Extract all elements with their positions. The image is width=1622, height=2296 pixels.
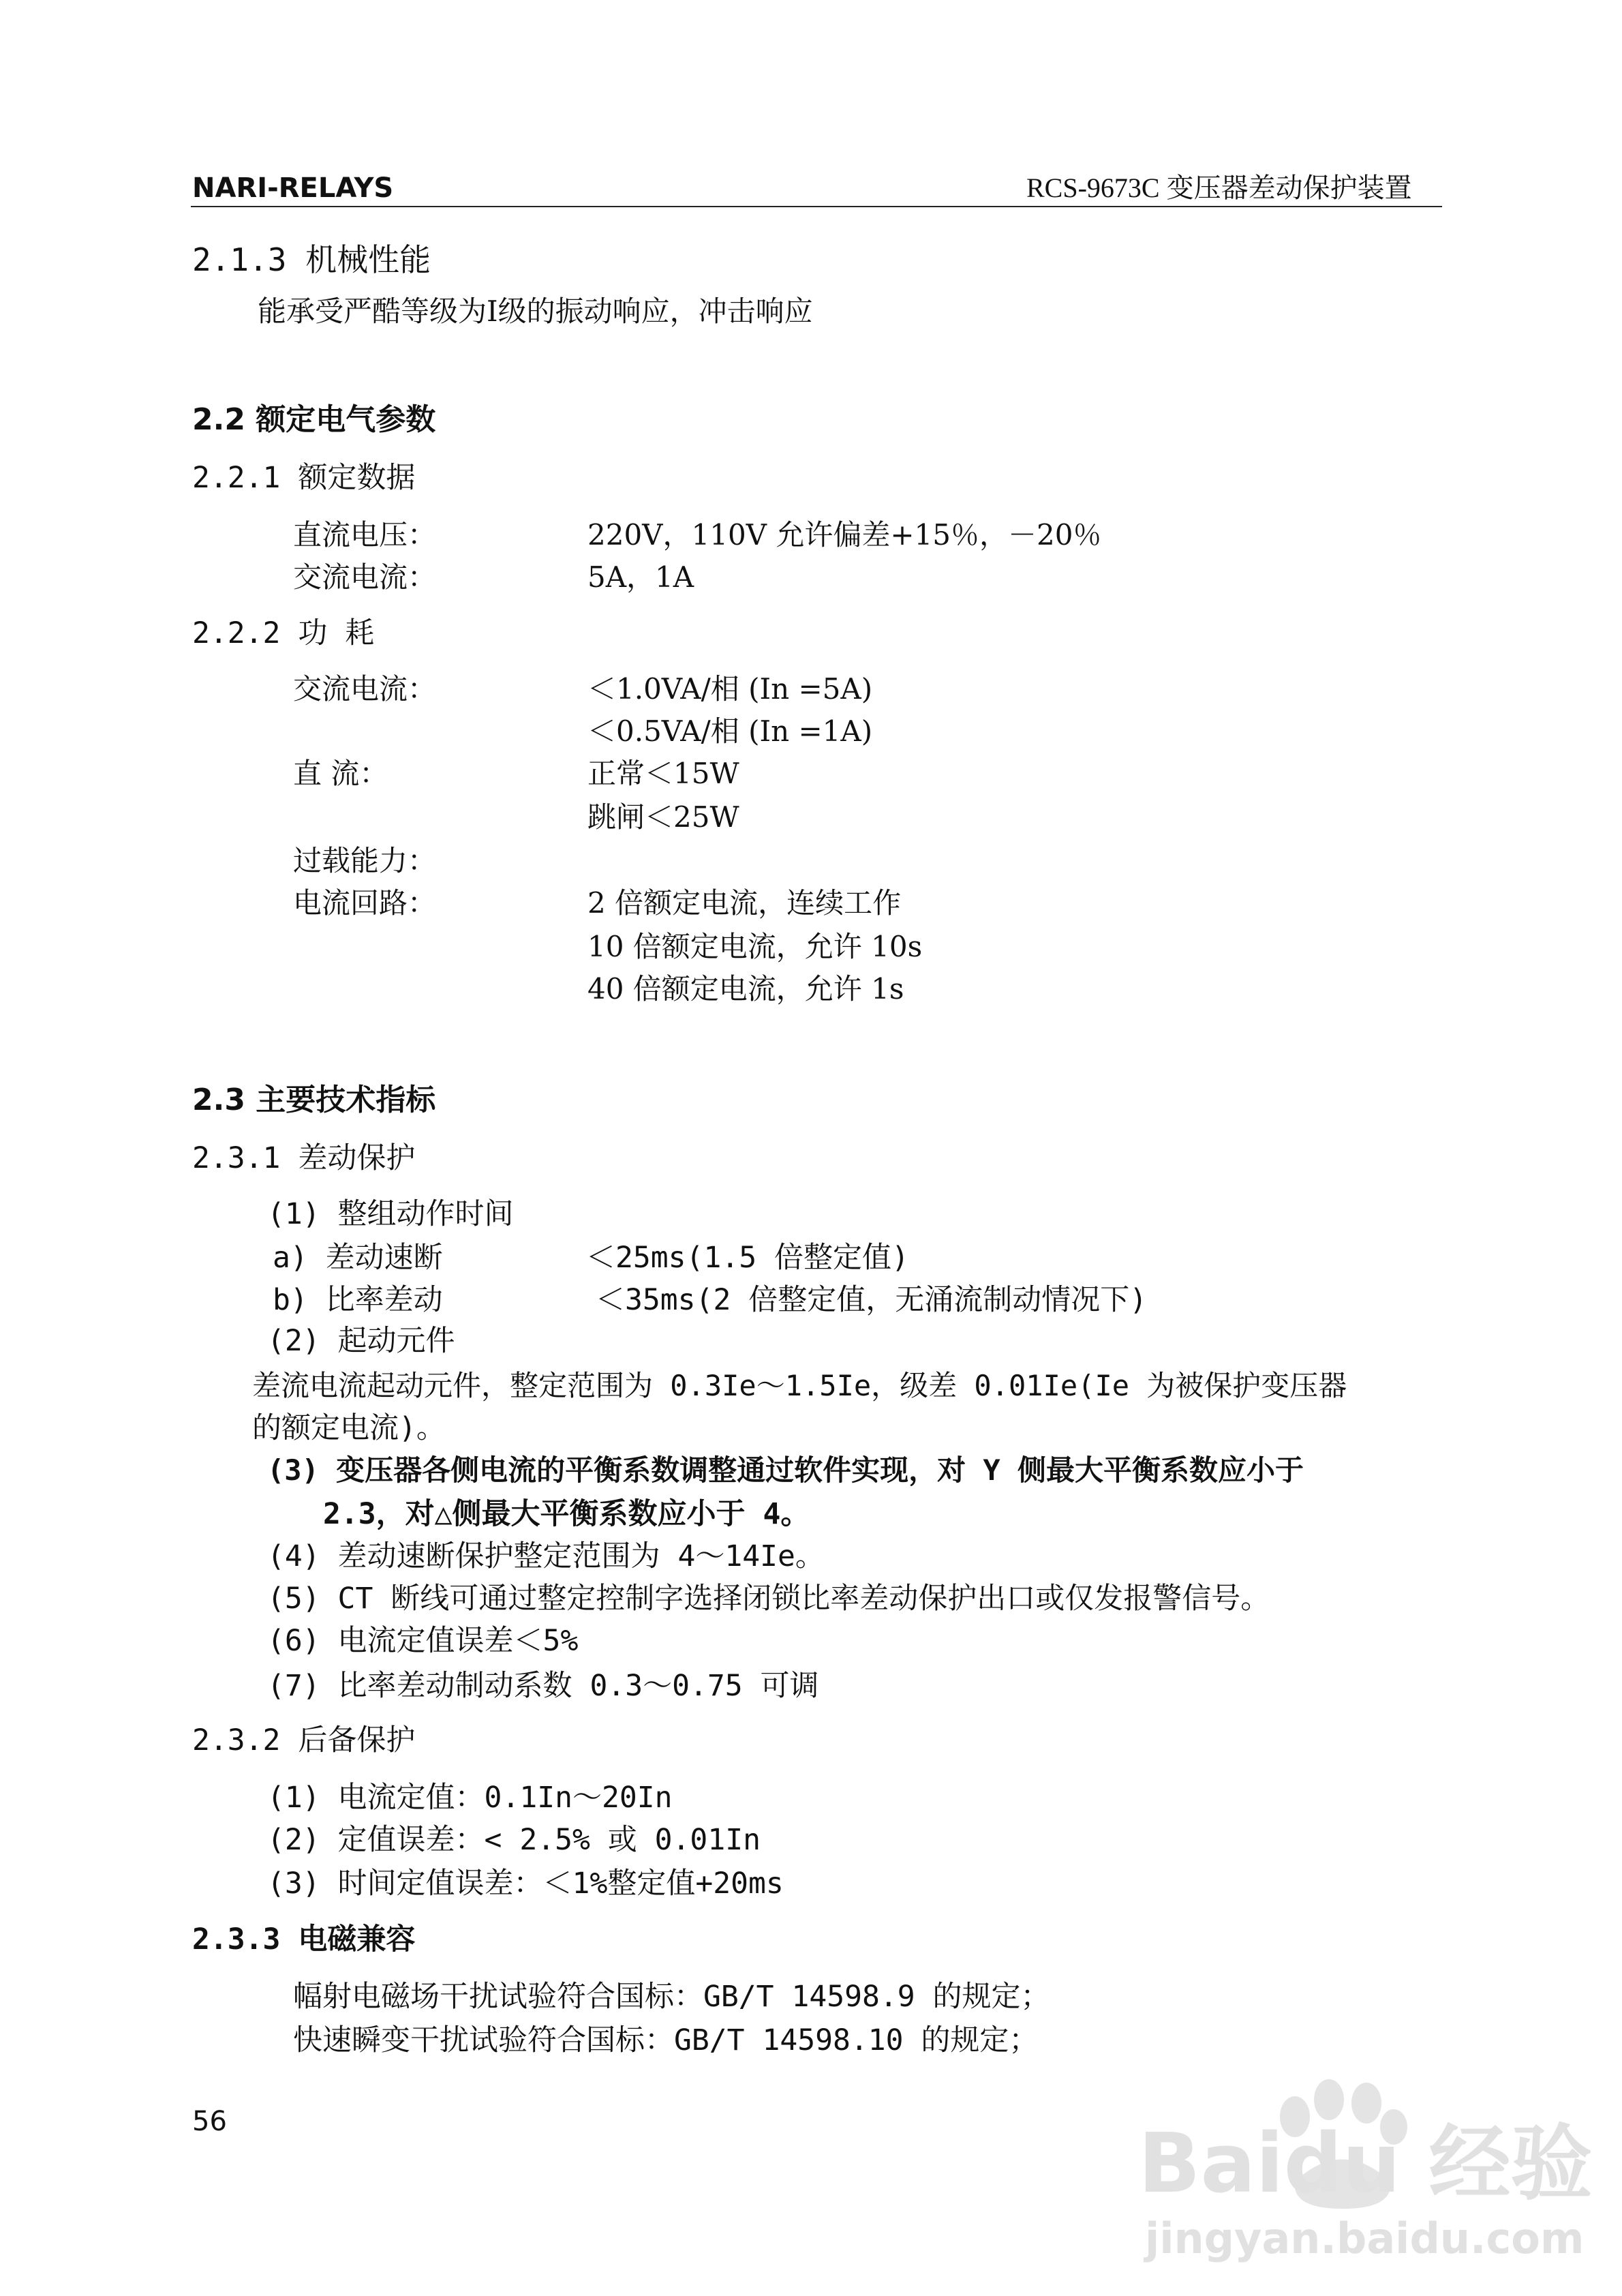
section-2-1-3-text: 能承受严酷等级为Ⅰ级的振动响应，冲击响应 — [258, 294, 813, 328]
diff-item-5: (5) CT 断线可通过整定控制字选择闭锁比率差动保护出口或仅发报警信号。 — [267, 1582, 1270, 1616]
section-2-1-3-title: 2.1.3 机械性能 — [192, 241, 431, 278]
emc-line-1: 幅射电磁场干扰试验符合国标：GB/T 14598.9 的规定； — [293, 1980, 1050, 2014]
power-ac-label: 交流电流： — [293, 672, 437, 706]
ac-current-value: 5A，1A — [587, 560, 694, 594]
header-brand: NARI-RELAYS — [192, 172, 394, 204]
diff-item-3-line-1: (3) 变压器各侧电流的平衡系数调整通过软件实现，对 Y 侧最大平衡系数应小于 — [267, 1453, 1304, 1487]
section-2-3-title: 2.3 主要技术指标 — [192, 1083, 436, 1117]
dc-voltage-value: 220V，110V 允许偏差+15％，－20％ — [587, 518, 1102, 552]
diff-item-b-value: ＜35ms(2 倍整定值，无涌流制动情况下) — [596, 1283, 1148, 1317]
backup-item-2: (2) 定值误差：< 2.5% 或 0.01In — [267, 1823, 761, 1857]
overload-label: 过载能力： — [293, 844, 437, 877]
power-dc-value-2: 跳闸＜25W — [587, 800, 739, 834]
section-2-2-2-title: 2.2.2 功 耗 — [192, 616, 375, 650]
diff-item-2-text-1: 差流电流起动元件，整定范围为 0.3Ie～1.5Ie，级差 0.01Ie(Ie 为被保护变压器 — [252, 1369, 1347, 1402]
power-dc-value-1: 正常＜15W — [587, 757, 739, 790]
power-ac-value-1: ＜1.0VA/相 (In =5A) — [587, 672, 873, 706]
power-dc-label: 直 流： — [293, 757, 388, 790]
current-circuit-label: 电流回路： — [293, 886, 437, 920]
backup-item-1: (1) 电流定值：0.1In～20In — [267, 1781, 673, 1815]
emc-line-2: 快速瞬变干扰试验符合国标：GB/T 14598.10 的规定； — [293, 2023, 1039, 2057]
watermark-brand: Baidu 经验 — [1138, 2117, 1593, 2211]
baidu-watermark — [1124, 2035, 1602, 2280]
diff-item-6: (6) 电流定值误差＜5% — [267, 1624, 579, 1658]
current-circuit-value-3: 40 倍额定电流，允许 1s — [587, 972, 904, 1006]
header-rule — [191, 206, 1442, 207]
dc-voltage-label: 直流电压： — [293, 518, 437, 552]
watermark-url: jingyan.baidu.com — [1145, 2214, 1585, 2263]
diff-item-2-text-2: 的额定电流)。 — [252, 1411, 446, 1445]
diff-item-3-line-2: 2.3，对△侧最大平衡系数应小于 4。 — [323, 1497, 810, 1531]
section-2-2-1-title: 2.2.1 额定数据 — [192, 461, 416, 495]
header-title: RCS-9673C 变压器差动保护装置 — [1026, 172, 1412, 203]
power-ac-value-2: ＜0.5VA/相 (In =1A) — [587, 714, 873, 748]
diff-item-2: (2) 起动元件 — [267, 1324, 455, 1358]
section-2-3-1-title: 2.3.1 差动保护 — [192, 1141, 416, 1175]
diff-item-4: (4) 差动速断保护整定范围为 4～14Ie。 — [267, 1539, 825, 1573]
current-circuit-value-2: 10 倍额定电流，允许 10s — [587, 930, 923, 963]
diff-item-b-label: b) 比率差动 — [273, 1283, 443, 1317]
diff-item-1: (1) 整组动作时间 — [267, 1197, 514, 1231]
page-number: 56 — [192, 2106, 227, 2137]
section-2-2-title: 2.2 额定电气参数 — [192, 402, 436, 437]
section-2-3-2-title: 2.3.2 后备保护 — [192, 1723, 416, 1757]
section-2-3-3-title: 2.3.3 电磁兼容 — [192, 1922, 416, 1957]
backup-item-3: (3) 时间定值误差：＜1%整定值+20ms — [267, 1867, 784, 1901]
diff-item-a-value: ＜25ms(1.5 倍整定值) — [586, 1241, 909, 1275]
diff-item-7: (7) 比率差动制动系数 0.3～0.75 可调 — [267, 1669, 819, 1703]
ac-current-label: 交流电流： — [293, 560, 437, 594]
diff-item-a-label: a) 差动速断 — [273, 1241, 443, 1275]
current-circuit-value-1: 2 倍额定电流，连续工作 — [587, 886, 902, 920]
